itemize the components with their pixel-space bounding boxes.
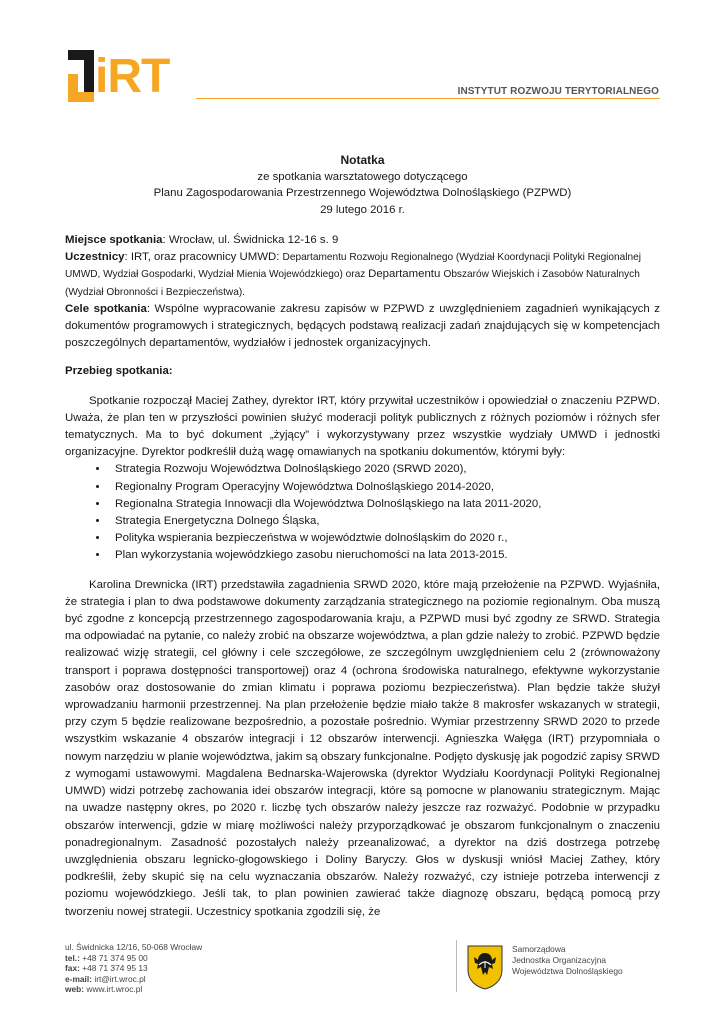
list-item: • Plan wykorzystania wojewódzkiego zasobu nieruchomości na lata 2013-2015.: [109, 547, 660, 564]
coat-of-arms-icon: [466, 944, 504, 990]
list-item: • Regionalny Program Operacyjny Województwa Dolnośląskiego 2014-2020,: [109, 479, 660, 496]
document-title-block: [65, 152, 660, 218]
document-body: [65, 232, 660, 921]
paragraph-srwd: Karolina Drewnicka (IRT) przedstawiła zagadnienia SRWD 2020, które mają przełożenie na PZPWD. Wyjaśniła, że strategia i plan to dwa podstawowe dokumenty zarządzania strategicznego na poziomie regionalnym. Oba muszą być zgodne z koncepcją przestrzennego zagospodarowania kraju, a PZPWD musi być zgodny ze SRWD. Strategia ma odpowiadać na pytanie, co należy zrobić na obszarze województwa, a plan gdzie należy to zrobić. PZPWD będzie realizować wizję strategii, cel główny i cele szczegółowe, ze szczególnym uwzględnieniem celu 2 (zrównoważony transport i poprawa dostępności transportowej) oraz 4 (ochrona środowiska naturalnego, efektywne wykorzystanie zasobów oraz dostosowanie do zmian klimatu i poprawa poziomu bezpieczeństwa). Plan będzie także służył wprowadzaniu harmonii przestrzennej. Na plan przełożenie będzie miało także 8 makrosfer wskazanych w strategii, przy czym 5 będzie realizowane bezpośrednio, a pozostałe pośrednio. Wymiar przestrzenny SRWD 2020 to przede wszystkim wskazanie 4 obszarów integracji i 12 obszarów interwencji. Agnieszka Wałęga (IRT) przypomniała o nowym narzędziu w planie województwa, jakim są obszary funkcjonalne. Podjęto dyskusję jak pogodzić zapisy SRWD z wymogami ustawowymi. Magdalena Bednarska-Wajerowska (dyrektor Wydziału Koordynacji Polityki Regionalnej UMWD) widzi potrzebę zachowania idei obszarów integracji, które są pomocne w planowaniu strategicznym. Mając na uwadze następny okres, po 2020 r. liczbę tych obszarów należy jeszcze raz rozważyć. Podobnie w przypadku obszarów interwencji, gdzie w miarę możliwości należy przyporządkować je obszarom funkcjonalnym o znaczeniu ponadregionalnym. Zasadność pozostałych należy przeanalizować, a dyrektor na dziś dostrzega potrzebę uwzględnienia obszaru legnicko-głogowskiego i Doliny Baryczy. Głos w dyskusji wniósł Maciej Zathey, który podkreślił, żeby skupić się na celu wyznaczania obszarów. Należy rozważyć, czy istnieje potrzeba interwencji z poziomu wojewódzkiego. Jeśli tak, to plan powinien zawierać także diagnozę obszaru, będącą pomocą przy tworzeniu nowej strategii. Uczestnicy spotkania zgodzili się, że: [65, 578, 660, 918]
footer-tel: tel.: +48 71 374 95 00: [65, 952, 148, 963]
list-item: • Polityka wspierania bezpieczeństwa w województwie dolnośląskim do 2020 r.,: [109, 530, 660, 547]
list-item: • Strategia Rozwoju Województwa Dolnośląskiego 2020 (SRWD 2020),: [109, 461, 660, 478]
documents-list: [65, 461, 660, 564]
paragraph-intro: Spotkanie rozpoczął Maciej Zathey, dyrektor IRT, który przywitał uczestników i opowiedział o znaczeniu PZPWD. Uważa, że plan ten w przyszłości powinien służyć moderacji polityk publicznych z różnych poziomów i różnych sfer tematycznych. Ma to być dokument „żyjący” i wykorzystywany przez wszystkie wydziały UMWD i jednostki organizacyjne. Dyrektor podkreślił dużą wagę omawianych na spotkaniu dokumentów, którymi były:: [65, 394, 660, 459]
list-item: • Regionalna Strategia Innowacji dla Województwa Dolnośląskiego na lata 2011-2020,: [109, 496, 660, 513]
document-heading: Notatka: [340, 153, 385, 167]
footer-divider: [456, 940, 457, 992]
footer-email: e-mail: irt@irt.wroc.pl: [65, 973, 146, 984]
footer-organization: [512, 944, 623, 977]
meeting-participants: Uczestnicy: IRT, oraz pracownicy UMWD: Departamentu Rozwoju Regionalnego (Wydział Koordynacji Polityki Regionalnej UMWD, Wydział Gospodarki, Wydział Mienia Wojewódzkiego) oraz Departamentu Obszarów Wiejskich i Zasobów Naturalnych (Wydział Obronności i Bezpieczeństwa).: [65, 251, 641, 298]
list-item: • Strategia Energetyczna Dolnego Śląska,: [109, 513, 660, 530]
org-line-1: Samorządowa: [512, 944, 566, 954]
title-line-1: ze spotkania warsztatowego dotyczącego: [257, 170, 468, 183]
org-line-2: Jednostka Organizacyjna: [512, 955, 607, 965]
title-line-2: Planu Zagospodarowania Przestrzennego Województwa Dolnośląskiego (PZPWD): [153, 187, 572, 199]
footer-web: web: www.irt.wroc.pl: [65, 984, 143, 994]
institute-name: INSTYTUT ROZWOJU TERYTORIALNEGO: [457, 86, 659, 97]
footer-contact: [65, 942, 202, 995]
section-heading: Przebieg spotkania:: [65, 365, 173, 378]
meeting-place: Miejsce spotkania: Wrocław, ul. Świdnicka 12-16 s. 9: [65, 234, 339, 246]
org-line-3: Województwa Dolnośląskiego: [512, 966, 623, 976]
meeting-date: 29 lutego 2016 r.: [320, 203, 405, 216]
header-divider: [196, 98, 660, 99]
logo-text: iRT: [95, 50, 170, 103]
footer-address: ul. Świdnicka 12/16, 50-068 Wrocław: [65, 942, 203, 952]
meeting-goal: Cele spotkania: Wspólne wypracowanie zakresu zapisów w PZPWD z uwzględnieniem zagadnień wynikających z dokumentów programowych i strategicznych, będących podstawą realizacji zadań znajdujących się w kompetencjach poszczególnych departamentów, wydziałów i jednostek organizacyjnych.: [65, 302, 660, 350]
footer-fax: fax: +48 71 374 95 13: [65, 963, 148, 973]
